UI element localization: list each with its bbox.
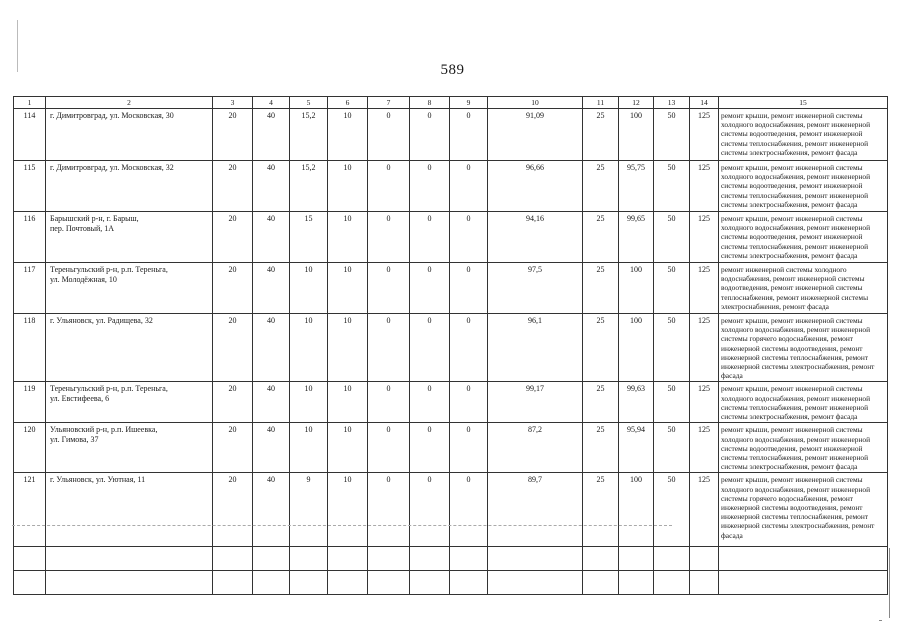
value-cell-c13: 50 — [654, 109, 690, 161]
value-cell-c13: 50 — [654, 263, 690, 314]
value-cell-c3: 20 — [213, 161, 253, 212]
address-cell — [46, 473, 213, 547]
works-cell — [719, 109, 888, 161]
column-header-5: 5 — [290, 97, 328, 109]
table-row — [14, 314, 888, 382]
value-cell-c10: 89,7 — [488, 473, 583, 547]
column-header-6: 6 — [328, 97, 368, 109]
value-cell-c5: 15,2 — [290, 161, 328, 212]
value-cell-c14: 125 — [690, 382, 719, 423]
value-cell-c12: 100 — [619, 263, 654, 314]
table-row — [14, 109, 888, 161]
works-line: системы электроснабжения, ремонт фасада — [721, 412, 858, 422]
value-cell-c12: 95,94 — [619, 423, 654, 473]
row-number-cell: 120 — [14, 423, 46, 473]
works-line: инженерной системы электроснабжения, ремонт — [721, 362, 875, 372]
value-cell-c4: 40 — [253, 314, 290, 382]
value-cell-c6: 10 — [328, 263, 368, 314]
works-line: холодного водоснабжения, ремонт инженерной — [721, 434, 871, 444]
empty-cell — [46, 571, 213, 595]
works-line: системы водоотведения, ремонт инженерной — [721, 129, 863, 139]
table-row — [14, 212, 888, 263]
value-cell-c3: 20 — [213, 263, 253, 314]
empty-cell — [290, 547, 328, 571]
value-cell-c11: 25 — [583, 161, 619, 212]
works-line: холодного водоснабжения, ремонт инженерной — [721, 120, 871, 130]
value-cell-c4: 40 — [253, 263, 290, 314]
works-line: системы горячего водоснабжения, ремонт — [721, 493, 854, 503]
value-cell-c3: 20 — [213, 109, 253, 161]
works-line: системы теплоснабжения, ремонт инженерной — [721, 190, 869, 200]
works-line: ремонт крыши, ремонт инженерной системы — [721, 214, 863, 223]
row-number-cell: 119 — [14, 382, 46, 423]
works-cell — [719, 161, 888, 212]
empty-row — [14, 571, 888, 595]
empty-cell — [619, 571, 654, 595]
works-line: ремонт инженерной системы холодного — [721, 265, 847, 274]
value-cell-c11: 25 — [583, 423, 619, 473]
address-line: г. Димитровград, ул. Московская, 30 — [50, 111, 174, 120]
works-line: ремонт крыши, ремонт инженерной системы — [721, 384, 863, 394]
empty-cell — [450, 547, 488, 571]
value-cell-c7: 0 — [368, 161, 410, 212]
empty-cell — [619, 547, 654, 571]
works-line: холодного водоснабжения, ремонт инженерной — [721, 172, 871, 182]
value-cell-c4: 40 — [253, 109, 290, 161]
empty-cell — [654, 547, 690, 571]
value-cell-c14: 125 — [690, 263, 719, 314]
value-cell-c8: 0 — [410, 423, 450, 473]
empty-cell — [488, 547, 583, 571]
column-header-15: 15 — [719, 97, 888, 109]
works-cell — [719, 263, 888, 314]
address-cell — [46, 263, 213, 314]
works-line: ремонт крыши, ремонт инженерной системы — [721, 316, 863, 325]
value-cell-c10: 94,16 — [488, 212, 583, 263]
value-cell-c6: 10 — [328, 382, 368, 423]
value-cell-c9: 0 — [450, 109, 488, 161]
value-cell-c4: 40 — [253, 423, 290, 473]
address-line: ул. Гимова, 37 — [50, 435, 99, 445]
address-line: ул. Евстифеева, 6 — [50, 394, 110, 404]
column-header-2: 2 — [46, 97, 213, 109]
value-cell-c5: 10 — [290, 314, 328, 382]
works-line: ремонт крыши, ремонт инженерной системы — [721, 425, 863, 435]
value-cell-c5: 9 — [290, 473, 328, 547]
value-cell-c9: 0 — [450, 382, 488, 423]
works-line: системы водоотведения, ремонт инженерной — [721, 443, 863, 453]
value-cell-c3: 20 — [213, 212, 253, 263]
address-cell — [46, 212, 213, 263]
repair-program-table — [13, 96, 888, 595]
value-cell-c6: 10 — [328, 423, 368, 473]
column-header-13: 13 — [654, 97, 690, 109]
value-cell-c13: 50 — [654, 473, 690, 547]
value-cell-c13: 50 — [654, 161, 690, 212]
works-line: инженерной системы электроснабжения, ремонт — [721, 521, 875, 531]
empty-cell — [583, 547, 619, 571]
address-line: Тереньгульский р-н, р.п. Тереньга, — [50, 265, 168, 274]
works-line: ремонт крыши, ремонт инженерной системы — [721, 111, 863, 120]
table-row — [14, 161, 888, 212]
address-cell — [46, 109, 213, 161]
works-cell — [719, 382, 888, 423]
works-cell — [719, 212, 888, 263]
works-line: ремонт крыши, ремонт инженерной системы — [721, 163, 863, 172]
empty-cell — [14, 547, 46, 571]
value-cell-c14: 125 — [690, 161, 719, 212]
works-line: фасада — [721, 371, 743, 381]
row-number-cell: 117 — [14, 263, 46, 314]
works-line: инженерной системы теплоснабжения, ремонт — [721, 352, 869, 362]
works-line: системы теплоснабжения, ремонт инженерной — [721, 453, 869, 463]
works-line: ремонт крыши, ремонт инженерной системы — [721, 475, 863, 485]
empty-cell — [654, 571, 690, 595]
value-cell-c7: 0 — [368, 109, 410, 161]
works-line: системы водоотведения, ремонт инженерной — [721, 181, 863, 191]
value-cell-c12: 100 — [619, 473, 654, 547]
works-line: системы электроснабжения, ремонт фасада — [721, 250, 858, 260]
address-line: Барышский р-н, г. Барыш, — [50, 214, 139, 223]
value-cell-c4: 40 — [253, 473, 290, 547]
empty-cell — [253, 571, 290, 595]
empty-cell — [213, 571, 253, 595]
value-cell-c14: 125 — [690, 314, 719, 382]
value-cell-c14: 125 — [690, 109, 719, 161]
row-number-cell: 118 — [14, 314, 46, 382]
value-cell-c5: 15,2 — [290, 109, 328, 161]
page-number: 589 — [440, 62, 465, 78]
works-line: холодного водоснабжения, ремонт инженерной — [721, 325, 871, 335]
address-cell — [46, 423, 213, 473]
value-cell-c13: 50 — [654, 314, 690, 382]
works-line: системы электроснабжения, ремонт фасада — [721, 199, 858, 209]
value-cell-c7: 0 — [368, 212, 410, 263]
value-cell-c6: 10 — [328, 314, 368, 382]
value-cell-c7: 0 — [368, 473, 410, 547]
value-cell-c8: 0 — [410, 161, 450, 212]
table-row — [14, 473, 888, 547]
works-line: водоснабжения, ремонт инженерной системы — [721, 274, 865, 284]
value-cell-c11: 25 — [583, 263, 619, 314]
column-number-row — [14, 97, 888, 109]
value-cell-c9: 0 — [450, 161, 488, 212]
empty-cell — [46, 547, 213, 571]
value-cell-c10: 97,5 — [488, 263, 583, 314]
address-cell — [46, 314, 213, 382]
value-cell-c13: 50 — [654, 212, 690, 263]
empty-cell — [368, 547, 410, 571]
value-cell-c5: 10 — [290, 423, 328, 473]
empty-cell — [368, 571, 410, 595]
row-number-cell: 121 — [14, 473, 46, 547]
value-cell-c11: 25 — [583, 212, 619, 263]
value-cell-c14: 125 — [690, 423, 719, 473]
value-cell-c11: 25 — [583, 314, 619, 382]
scan-artifact-line — [12, 525, 672, 527]
works-line: водоотведения, ремонт инженерной системы — [721, 283, 863, 293]
works-line: холодного водоснабжения, ремонт инженерной — [721, 223, 871, 233]
value-cell-c14: 125 — [690, 473, 719, 547]
value-cell-c8: 0 — [410, 109, 450, 161]
works-line: инженерной системы водоотведения, ремонт — [721, 343, 863, 353]
value-cell-c10: 99,17 — [488, 382, 583, 423]
column-header-12: 12 — [619, 97, 654, 109]
column-header-14: 14 — [690, 97, 719, 109]
column-header-10: 10 — [488, 97, 583, 109]
value-cell-c3: 20 — [213, 473, 253, 547]
value-cell-c9: 0 — [450, 423, 488, 473]
value-cell-c12: 95,75 — [619, 161, 654, 212]
empty-cell — [290, 571, 328, 595]
works-line: системы водоотведения, ремонт инженерной — [721, 232, 863, 242]
empty-row — [14, 547, 888, 571]
address-line: ул. Молодёжная, 10 — [50, 274, 117, 284]
value-cell-c12: 100 — [619, 109, 654, 161]
table-row — [14, 423, 888, 473]
works-line: теплоснабжения, ремонт инженерной системы — [721, 292, 869, 302]
value-cell-c4: 40 — [253, 382, 290, 423]
value-cell-c9: 0 — [450, 212, 488, 263]
table-row — [14, 263, 888, 314]
value-cell-c9: 0 — [450, 314, 488, 382]
value-cell-c6: 10 — [328, 473, 368, 547]
value-cell-c12: 100 — [619, 314, 654, 382]
value-cell-c5: 10 — [290, 263, 328, 314]
address-cell — [46, 161, 213, 212]
value-cell-c8: 0 — [410, 212, 450, 263]
value-cell-c9: 0 — [450, 263, 488, 314]
value-cell-c6: 10 — [328, 161, 368, 212]
column-header-11: 11 — [583, 97, 619, 109]
value-cell-c3: 20 — [213, 314, 253, 382]
value-cell-c3: 20 — [213, 382, 253, 423]
works-line: электроснабжения, ремонт фасада — [721, 301, 829, 311]
value-cell-c10: 91,09 — [488, 109, 583, 161]
value-cell-c4: 40 — [253, 212, 290, 263]
works-cell — [719, 473, 888, 547]
row-number-cell: 114 — [14, 109, 46, 161]
empty-cell — [583, 571, 619, 595]
address-line: Ульяновский р-н, р.п. Ишеевка, — [50, 425, 158, 435]
value-cell-c11: 25 — [583, 473, 619, 547]
value-cell-c10: 96,1 — [488, 314, 583, 382]
column-header-7: 7 — [368, 97, 410, 109]
works-line: фасада — [721, 530, 743, 540]
value-cell-c4: 40 — [253, 161, 290, 212]
column-header-9: 9 — [450, 97, 488, 109]
empty-cell — [450, 571, 488, 595]
empty-cell — [14, 571, 46, 595]
scan-edge-mark — [889, 548, 890, 618]
value-cell-c13: 50 — [654, 423, 690, 473]
works-line: системы электроснабжения, ремонт фасада — [721, 462, 858, 472]
value-cell-c6: 10 — [328, 212, 368, 263]
works-cell — [719, 314, 888, 382]
empty-cell — [719, 547, 888, 571]
value-cell-c5: 15 — [290, 212, 328, 263]
value-cell-c7: 0 — [368, 423, 410, 473]
works-cell — [719, 423, 888, 473]
empty-cell — [719, 571, 888, 595]
empty-cell — [410, 547, 450, 571]
value-cell-c10: 96,66 — [488, 161, 583, 212]
scan-speck — [879, 620, 882, 621]
value-cell-c6: 10 — [328, 109, 368, 161]
empty-cell — [328, 547, 368, 571]
works-line: системы теплоснабжения, ремонт инженерной — [721, 402, 869, 412]
value-cell-c9: 0 — [450, 473, 488, 547]
column-header-1: 1 — [14, 97, 46, 109]
value-cell-c3: 20 — [213, 423, 253, 473]
empty-cell — [328, 571, 368, 595]
column-header-8: 8 — [410, 97, 450, 109]
works-line: системы теплоснабжения, ремонт инженерной — [721, 138, 869, 148]
empty-cell — [690, 571, 719, 595]
works-line: системы электроснабжения, ремонт фасада — [721, 147, 858, 157]
value-cell-c12: 99,65 — [619, 212, 654, 263]
value-cell-c8: 0 — [410, 473, 450, 547]
value-cell-c11: 25 — [583, 109, 619, 161]
value-cell-c14: 125 — [690, 212, 719, 263]
value-cell-c11: 25 — [583, 382, 619, 423]
value-cell-c7: 0 — [368, 314, 410, 382]
works-line: холодного водоснабжения, ремонт инженерной — [721, 484, 871, 494]
table-row — [14, 382, 888, 423]
works-line: инженерной системы теплоснабжения, ремонт — [721, 512, 869, 522]
empty-cell — [253, 547, 290, 571]
scan-edge-mark-left — [17, 20, 18, 72]
works-line: инженерной системы водоотведения, ремонт — [721, 503, 863, 513]
value-cell-c7: 0 — [368, 263, 410, 314]
address-line: Тереньгульский р-н, р.п. Тереньга, — [50, 384, 168, 394]
row-number-cell: 115 — [14, 161, 46, 212]
column-header-3: 3 — [213, 97, 253, 109]
empty-cell — [690, 547, 719, 571]
value-cell-c8: 0 — [410, 382, 450, 423]
address-line: г. Ульяновск, ул. Радищева, 32 — [50, 316, 153, 325]
value-cell-c5: 10 — [290, 382, 328, 423]
value-cell-c8: 0 — [410, 314, 450, 382]
works-line: системы горячего водоснабжения, ремонт — [721, 334, 854, 344]
column-header-4: 4 — [253, 97, 290, 109]
value-cell-c7: 0 — [368, 382, 410, 423]
value-cell-c10: 87,2 — [488, 423, 583, 473]
row-number-cell: 116 — [14, 212, 46, 263]
works-line: холодного водоснабжения, ремонт инженерной — [721, 393, 871, 403]
address-line: пер. Почтовый, 1А — [50, 223, 115, 233]
empty-cell — [410, 571, 450, 595]
value-cell-c12: 99,63 — [619, 382, 654, 423]
works-line: системы теплоснабжения, ремонт инженерной — [721, 241, 869, 251]
address-line: г. Димитровград, ул. Московская, 32 — [50, 163, 174, 172]
address-cell — [46, 382, 213, 423]
value-cell-c13: 50 — [654, 382, 690, 423]
value-cell-c8: 0 — [410, 263, 450, 314]
address-line: г. Ульяновск, ул. Уютная, 11 — [50, 475, 146, 485]
empty-cell — [488, 571, 583, 595]
empty-cell — [213, 547, 253, 571]
